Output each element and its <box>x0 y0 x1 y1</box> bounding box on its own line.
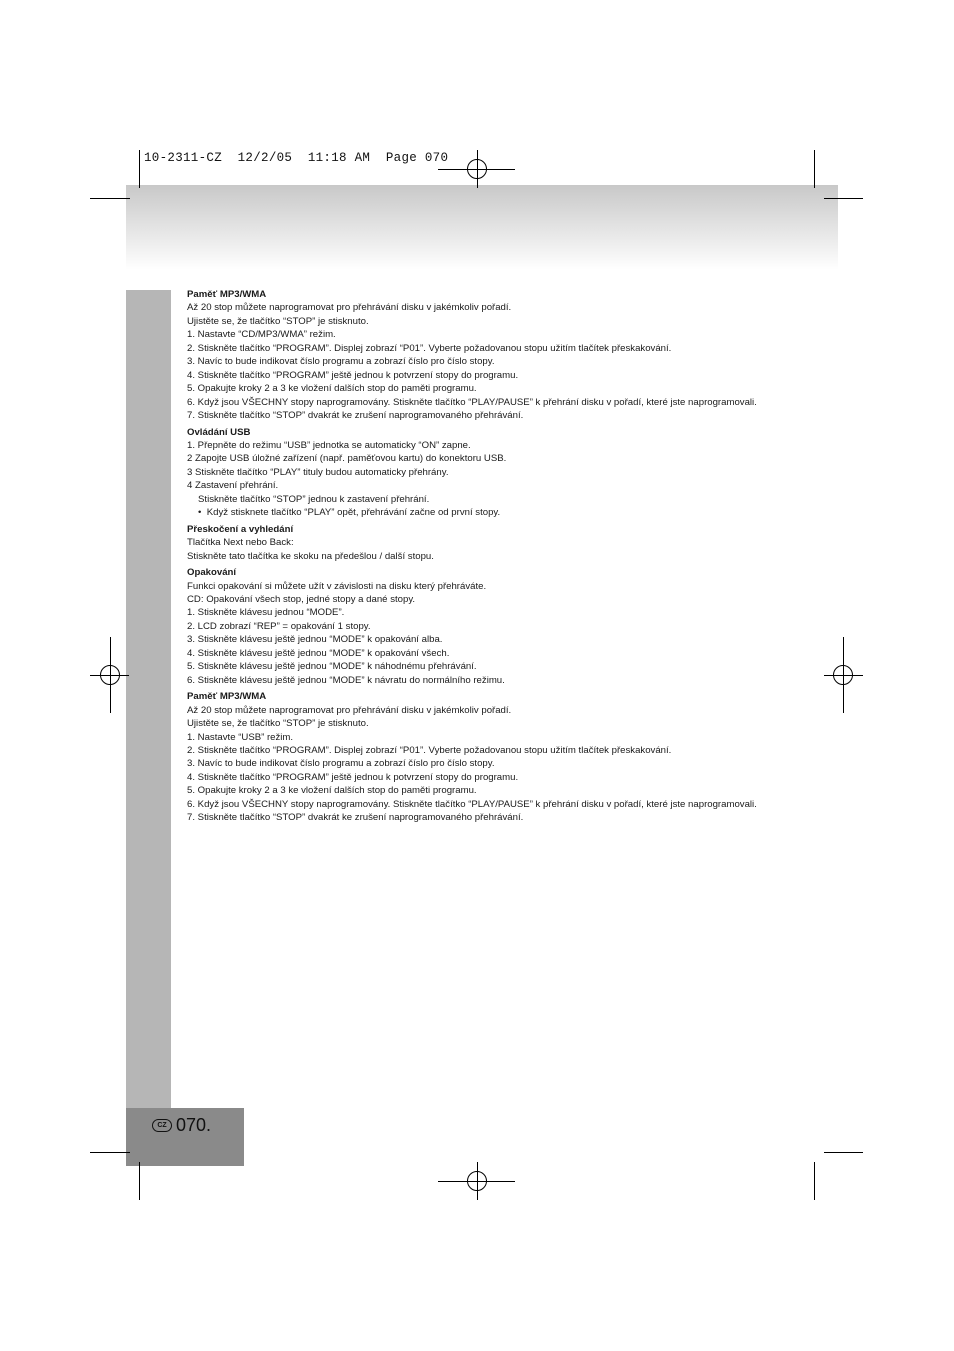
registration-circle <box>100 665 120 685</box>
list-item <box>187 342 768 355</box>
list-item <box>187 647 768 660</box>
list-item-text: Stiskněte tlačítko “STOP” jednou k zastavení přehrání. <box>198 493 430 505</box>
list-item <box>187 757 768 770</box>
list-item <box>187 479 768 492</box>
list-item-text: Stiskněte tlačítko “PROGRAM” ještě jednou k potvrzení stopy do programu. <box>197 771 519 783</box>
list-item-text: Nastavte “CD/MP3/WMA” režim. <box>197 329 336 341</box>
paragraph <box>187 704 768 717</box>
crop-mark <box>90 198 130 199</box>
list-item-number: • <box>198 507 207 519</box>
list-item <box>187 355 768 368</box>
paragraph <box>187 315 768 328</box>
list-item <box>187 396 768 409</box>
list-item-number: 3. <box>187 758 198 770</box>
list-item-number: 2. <box>187 620 198 632</box>
list-item <box>187 620 768 633</box>
paragraph <box>187 550 768 563</box>
paragraph <box>187 593 768 606</box>
crop-mark <box>814 1162 815 1200</box>
list-item-text: Stiskněte tlačítko “PROGRAM”. Displej zobrazí “P01”. Vyberte požadovanou stopu užitím tlačítek přeskakování. <box>197 744 672 756</box>
list-item-number: 5. <box>187 383 198 395</box>
list-item-text: Opakujte kroky 2 a 3 ke vložení dalších stop do paměti programu. <box>197 383 477 395</box>
manual-text <box>187 288 768 825</box>
paragraph <box>187 717 768 730</box>
list-item <box>187 369 768 382</box>
list-item-text: Stiskněte klávesu ještě jednou “MODE” k opakování všech. <box>197 647 450 659</box>
crop-mark <box>90 1152 130 1153</box>
list-item-number: 1. <box>187 607 198 619</box>
list-item-text: Stiskněte klávesu ještě jednou “MODE” k návratu do normálního režimu. <box>197 674 505 686</box>
list-item-number: 3. <box>187 634 198 646</box>
list-item-text: Zapojte USB úložné zařízení (např. paměťovou kartu) do konektoru USB. <box>195 453 507 465</box>
section-title: Opakování <box>187 567 237 579</box>
section-title: Paměť MP3/WMA <box>187 691 267 703</box>
list-item <box>187 328 768 341</box>
list-item-text: Stiskněte klávesu jednou “MODE”. <box>197 607 345 619</box>
paragraph <box>187 493 768 506</box>
country-code-badge: CZ <box>152 1119 172 1132</box>
list-item-number: 4. <box>187 647 198 659</box>
list-item-number: 7. <box>187 812 198 824</box>
list-item-number: 5. <box>187 785 198 797</box>
list-item-number: 4. <box>187 369 198 381</box>
list-item <box>187 674 768 687</box>
list-item-text: Navíc to bude indikovat číslo programu a zobrazí číslo pro číslo stopy. <box>197 758 495 770</box>
list-item <box>187 660 768 673</box>
list-item-number: 6. <box>187 674 198 686</box>
crop-mark <box>824 1152 863 1153</box>
list-item-text: Zastavení přehrání. <box>195 480 279 492</box>
list-item-number: 2. <box>187 342 198 354</box>
list-item-text: Až 20 stop můžete naprogramovat pro přehrávání disku v jakémkoliv pořadí. <box>187 302 512 314</box>
list-item <box>187 798 768 811</box>
list-item-text: Stiskněte klávesu ještě jednou “MODE” k opakování alba. <box>197 634 443 646</box>
page-number-text: 070. <box>176 1115 212 1135</box>
list-item <box>187 409 768 422</box>
crop-mark <box>139 1162 140 1200</box>
list-item-text: Funkci opakování si můžete užít v závislosti na disku který přehráváte. <box>187 580 487 592</box>
list-item-text: Stiskněte tlačítko “STOP” dvakrát ke zrušení naprogramovaného přehrávání. <box>197 812 524 824</box>
list-item-text: Když jsou VŠECHNY stopy naprogramovány. Stiskněte tlačítko “PLAY/PAUSE” k přehrání disku v pořadí, které jste naprogramovali. <box>197 798 757 810</box>
list-item-number: 7. <box>187 410 198 422</box>
paragraph <box>187 580 768 593</box>
list-item-text: Stiskněte tlačítko “PROGRAM” ještě jednou k potvrzení stopy do programu. <box>197 369 519 381</box>
crop-mark <box>824 198 863 199</box>
list-item-number: 3. <box>187 356 198 368</box>
sidebar-strip <box>126 290 171 1108</box>
list-item <box>187 744 768 757</box>
list-item-text: Stiskněte klávesu ještě jednou “MODE” k náhodnému přehrávání. <box>197 661 477 673</box>
list-item-text: CD: Opakování všech stop, jedné stopy a dané stopy. <box>187 593 416 605</box>
list-item-text: Když stisknete tlačítko “PLAY” opět, přehrávání začne od první stopy. <box>206 507 501 519</box>
list-item-number: 3 <box>187 466 196 478</box>
section-title: Přeskočení a vyhledání <box>187 523 294 535</box>
list-item <box>187 784 768 797</box>
list-item-text: Stiskněte tlačítko “PLAY” tituly budou automaticky přehrány. <box>195 466 449 478</box>
header-band <box>126 185 838 270</box>
list-item <box>187 452 768 465</box>
list-item-number: 5. <box>187 661 198 673</box>
section-title: Ovládání USB <box>187 426 251 438</box>
section-title: Paměť MP3/WMA <box>187 289 267 300</box>
list-item-text: Opakujte kroky 2 a 3 ke vložení dalších stop do paměti programu. <box>197 785 477 797</box>
list-item-text: Stiskněte tlačítko “PROGRAM”. Displej zobrazí “P01”. Vyberte požadovanou stopu užitím tlačítek přeskakování. <box>197 342 672 354</box>
list-item-number: 4 <box>187 480 196 492</box>
list-item-text: Tlačítka Next nebo Back: <box>187 537 294 549</box>
list-item-number: 4. <box>187 771 198 783</box>
registration-circle <box>467 159 487 179</box>
list-item-text: Navíc to bude indikovat číslo programu a zobrazí číslo pro číslo stopy. <box>197 356 495 368</box>
list-item-text: Když jsou VŠECHNY stopy naprogramovány. Stiskněte tlačítko “PLAY/PAUSE” k přehrání disku v pořadí, které jste naprogramovali. <box>197 396 757 408</box>
list-item-text: Nastavte “USB” režim. <box>197 731 294 743</box>
list-item-text: Stiskněte tato tlačítka ke skoku na předešlou / další stopu. <box>187 550 434 562</box>
registration-circle <box>833 665 853 685</box>
list-item <box>187 606 768 619</box>
print-slug: 10-2311-CZ 12/2/05 11:18 AM Page 070 <box>144 151 449 165</box>
list-item-text: Stiskněte tlačítko “STOP” dvakrát ke zrušení naprogramovaného přehrávání. <box>197 410 524 422</box>
list-item <box>187 811 768 824</box>
list-item-text: Ujistěte se, že tlačítko “STOP” je stisknuto. <box>187 718 369 730</box>
paragraph <box>187 536 768 549</box>
list-item-text: Ujistěte se, že tlačítko “STOP” je stisknuto. <box>187 315 369 327</box>
list-item-number: 6. <box>187 798 198 810</box>
list-item <box>187 506 768 519</box>
list-item-text: Až 20 stop můžete naprogramovat pro přehrávání disku v jakémkoliv pořadí. <box>187 704 512 716</box>
list-item-number: 2 <box>187 453 196 465</box>
list-item-number: 1. <box>187 731 198 743</box>
crop-mark <box>814 150 815 188</box>
list-item-number: 2. <box>187 744 198 756</box>
list-item-number: 6. <box>187 396 198 408</box>
list-item <box>187 439 768 452</box>
list-item <box>187 466 768 479</box>
list-item <box>187 731 768 744</box>
paragraph <box>187 301 768 314</box>
crop-mark <box>139 150 140 188</box>
registration-circle <box>467 1171 487 1191</box>
list-item <box>187 771 768 784</box>
list-item-text: LCD zobrazí “REP” = opakování 1 stopy. <box>197 620 371 632</box>
page-number <box>152 1115 211 1136</box>
list-item-text: Přepněte do režimu “USB” jednotka se automaticky “ON” zapne. <box>197 439 471 451</box>
list-item <box>187 382 768 395</box>
list-item <box>187 633 768 646</box>
list-item-number: 1. <box>187 329 198 341</box>
list-item-number: 1. <box>187 439 198 451</box>
